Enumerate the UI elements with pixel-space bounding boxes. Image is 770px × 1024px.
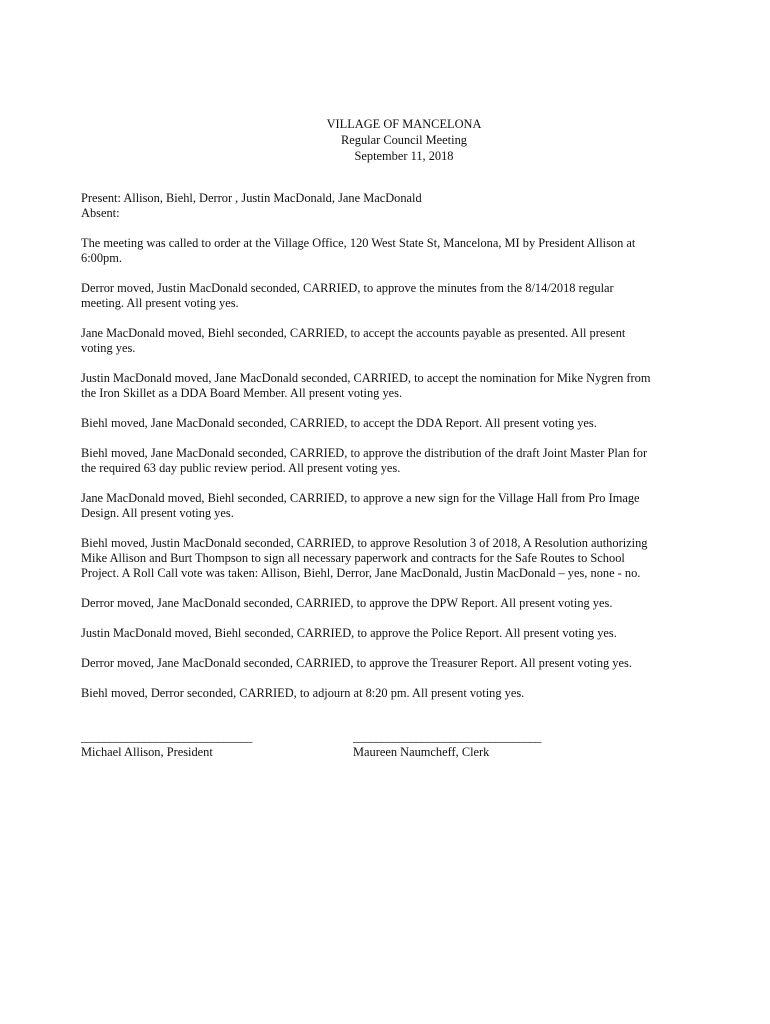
paragraph-line: Derror moved, Jane MacDonald seconded, CARRIED, to approve the Treasurer Report. All present voting yes. (81, 656, 632, 670)
paragraph-line: meeting. All present voting yes. (81, 296, 239, 310)
minutes-paragraph (81, 656, 731, 671)
signature-block (81, 730, 681, 770)
paragraph-line: voting yes. (81, 341, 136, 355)
minutes-paragraph (81, 326, 731, 356)
clerk-signature (353, 730, 541, 760)
minutes-paragraph (81, 446, 731, 476)
paragraph-line: the Iron Skillet as a DDA Board Member. All present voting yes. (81, 386, 403, 400)
meeting-title: Regular Council Meeting (341, 133, 467, 147)
paragraph-line: Justin MacDonald moved, Biehl seconded, CARRIED, to approve the Police Report. All present voting yes. (81, 626, 617, 640)
minutes-paragraph (81, 686, 731, 701)
attendance (81, 191, 731, 221)
paragraph-line: Derror moved, Justin MacDonald seconded, CARRIED, to approve the minutes from the 8/14/2018 regular (81, 281, 614, 295)
motions-list (81, 236, 731, 701)
paragraph-line: the required 63 day public review period. All present voting yes. (81, 461, 401, 475)
paragraph-line: Biehl moved, Jane MacDonald seconded, CARRIED, to accept the DDA Report. All present voting yes. (81, 416, 597, 430)
present-line: Present: Allison, Biehl, Derror , Justin MacDonald, Jane MacDonald (81, 191, 422, 205)
paragraph-line: The meeting was called to order at the Village Office, 120 West State St, Mancelona, MI by President Allison at (81, 236, 636, 250)
paragraph-line: Derror moved, Jane MacDonald seconded, CARRIED, to approve the DPW Report. All present voting yes. (81, 596, 613, 610)
paragraph-line: Design. All present voting yes. (81, 506, 234, 520)
paragraph-line: Mike Allison and Burt Thompson to sign all necessary paperwork and contracts for the Safe Routes to School (81, 551, 625, 565)
minutes-paragraph (81, 536, 731, 581)
paragraph-line: 6:00pm. (81, 251, 122, 265)
minutes-paragraph (81, 416, 731, 431)
minutes-paragraph (81, 236, 731, 266)
absent-line: Absent: (81, 206, 120, 220)
organization-title: VILLAGE OF MANCELONA (326, 117, 482, 131)
minutes-paragraph (81, 281, 731, 311)
minutes-paragraph (81, 626, 731, 641)
president-signature (81, 730, 252, 760)
meeting-date: September 11, 2018 (354, 149, 454, 163)
minutes-body (81, 191, 731, 716)
document-header (0, 116, 770, 164)
paragraph-line: Biehl moved, Justin MacDonald seconded, CARRIED, to approve Resolution 3 of 2018, A Resolution authorizing (81, 536, 648, 550)
paragraph-line: Project. A Roll Call vote was taken: Allison, Biehl, Derror, Jane MacDonald, Justin MacDonald – yes, none - no. (81, 566, 641, 580)
president-name: Michael Allison, President (81, 745, 213, 759)
signature-line: _________________________________ (353, 730, 541, 744)
minutes-paragraph (81, 491, 731, 521)
minutes-paragraph (81, 371, 731, 401)
signature-line: ______________________________ (81, 730, 252, 744)
minutes-paragraph (81, 596, 731, 611)
paragraph-line: Biehl moved, Jane MacDonald seconded, CARRIED, to approve the distribution of the draft Joint Master Plan for (81, 446, 648, 460)
clerk-name: Maureen Naumcheff, Clerk (353, 745, 490, 759)
paragraph-line: Jane MacDonald moved, Biehl seconded, CARRIED, to approve a new sign for the Village Hall from Pro Image (81, 491, 640, 505)
paragraph-line: Biehl moved, Derror seconded, CARRIED, to adjourn at 8:20 pm. All present voting yes. (81, 686, 525, 700)
paragraph-line: Justin MacDonald moved, Jane MacDonald seconded, CARRIED, to accept the nomination for Mike Nygren from (81, 371, 651, 385)
paragraph-line: Jane MacDonald moved, Biehl seconded, CARRIED, to accept the accounts payable as presented. All present (81, 326, 626, 340)
